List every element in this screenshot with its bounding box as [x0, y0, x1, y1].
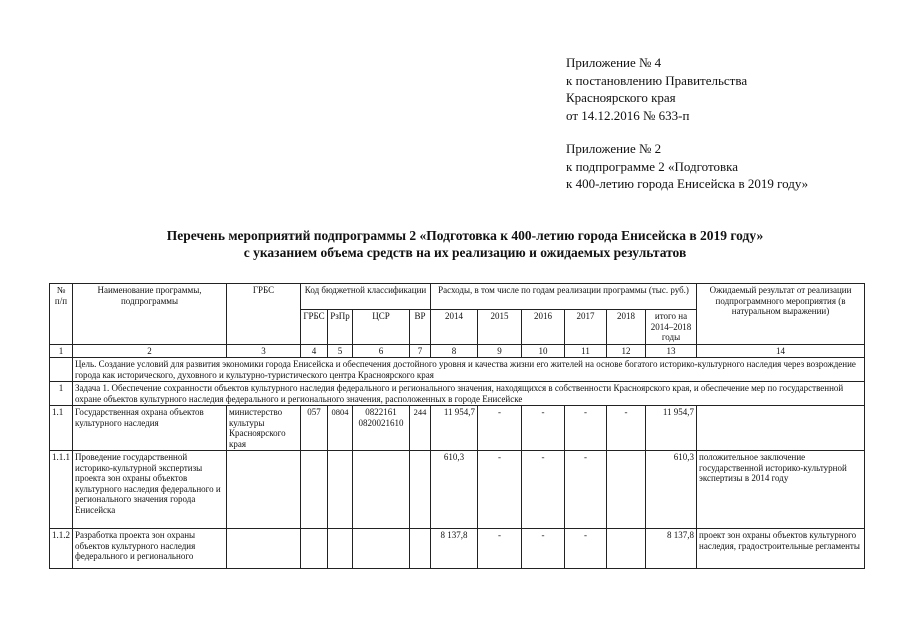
table-row: [50, 451, 865, 529]
row-2014: 11 954,7: [431, 406, 478, 451]
header-sub-grbs: ГРБС: [301, 310, 328, 345]
row-code-grbs: 057: [301, 406, 328, 451]
row-total: 11 954,7: [646, 406, 697, 451]
row-code-csr: [353, 529, 410, 569]
row-code-rzpr: [328, 451, 353, 529]
row-2015: -: [478, 406, 522, 451]
row-2017: -: [565, 529, 607, 569]
column-number: 8: [431, 344, 478, 358]
row-2016: -: [522, 406, 565, 451]
row-grbs: министерство культуры Красноярского края: [227, 406, 301, 451]
row-2017: -: [565, 406, 607, 451]
row-code-vr: [410, 451, 431, 529]
header-name: Наименование программы, подпрограммы: [73, 284, 227, 345]
row-name: Разработка проекта зон охраны объектов культурного наследия федерального и регионального: [73, 529, 227, 569]
column-number: 7: [410, 344, 431, 358]
row-2014: 8 137,8: [431, 529, 478, 569]
row-grbs: [227, 451, 301, 529]
header-year-2015: 2015: [478, 310, 522, 345]
header-sub-rzpr: РзПр: [328, 310, 353, 345]
row-2016: -: [522, 529, 565, 569]
row-code-rzpr: 0804: [328, 406, 353, 451]
row-result: [697, 406, 865, 451]
appendix-4-line: от 14.12.2016 № 633-п: [566, 107, 690, 123]
task-num: 1: [50, 382, 73, 406]
row-total: 610,3: [646, 451, 697, 529]
appendix-2-block: [566, 140, 808, 193]
appendix-2-line: к подпрограмме 2 «Подготовка: [566, 158, 739, 174]
header-grbs: ГРБС: [227, 284, 301, 345]
column-number-row: [50, 344, 865, 358]
column-number: 10: [522, 344, 565, 358]
appendix-4-line: Приложение № 4: [566, 55, 662, 70]
goal-row: [50, 358, 865, 382]
activities-table: [49, 283, 865, 569]
appendix-4-block: [566, 54, 747, 124]
row-num: 1.1.2: [50, 529, 73, 569]
row-code-grbs: [301, 451, 328, 529]
header-result: Ожидаемый результат от реализации подпрограммного мероприятия (в натуральном выражении): [697, 284, 865, 345]
row-code-csr: [353, 451, 410, 529]
table-row: [50, 529, 865, 569]
row-name: Проведение государственной историко-культурной экспертизы проекта зон охраны объектов культурного наследия федерального и регионального значения города Енисейска: [73, 451, 227, 529]
header-total: итого на 2014–2018 годы: [646, 310, 697, 345]
column-number: 13: [646, 344, 697, 358]
row-2018: [607, 529, 646, 569]
task-row: [50, 382, 865, 406]
header-sub-csr: ЦСР: [353, 310, 410, 345]
row-2014: 610,3: [431, 451, 478, 529]
goal-text: Цель. Создание условий для развития экономики города Енисейска и обеспечения достойного уровня и качества жизни его жителей на основе богатого историко-культурного наследия через возрождение города как исторического, духовного и культурно-туристического центра Красноярского края: [73, 358, 865, 382]
row-result: положительное заключение государственной историко-культурной экспертизы в 2014 году: [697, 451, 865, 529]
column-number: 4: [301, 344, 328, 358]
row-total: 8 137,8: [646, 529, 697, 569]
row-code-vr: 244: [410, 406, 431, 451]
row-num: 1.1.1: [50, 451, 73, 529]
header-expenses: Расходы, в том числе по годам реализации программы (тыс. руб.): [431, 284, 697, 310]
row-num: 1.1: [50, 406, 73, 451]
row-2018: -: [607, 406, 646, 451]
column-number: 14: [697, 344, 865, 358]
row-2016: -: [522, 451, 565, 529]
appendix-4-line: к постановлению Правительства: [566, 72, 748, 88]
appendix-4-line: Красноярского края: [566, 90, 676, 105]
column-number: 1: [50, 344, 73, 358]
appendix-2-line: Приложение № 2: [566, 141, 662, 156]
row-2015: -: [478, 529, 522, 569]
column-number: 6: [353, 344, 410, 358]
row-code-csr: 0822161 0820021610: [353, 406, 410, 451]
header-sub-vr: ВР: [410, 310, 431, 345]
table-row: [50, 406, 865, 451]
header-year-2014: 2014: [431, 310, 478, 345]
column-number: 12: [607, 344, 646, 358]
row-result: проект зон охраны объектов культурного наследия, градостроительные регламенты: [697, 529, 865, 569]
column-number: 11: [565, 344, 607, 358]
header-year-2018: 2018: [607, 310, 646, 345]
row-code-vr: [410, 529, 431, 569]
appendix-2-line: к 400-летию города Енисейска в 2019 году»: [566, 176, 809, 191]
header-year-2016: 2016: [522, 310, 565, 345]
row-grbs: [227, 529, 301, 569]
header-num: № п/п: [50, 284, 73, 345]
header-budget-code: Код бюджетной классификации: [301, 284, 431, 310]
header-year-2017: 2017: [565, 310, 607, 345]
column-number: 9: [478, 344, 522, 358]
document-subtitle: с указанием объема средств на их реализацию и ожидаемых результатов: [243, 245, 687, 260]
column-number: 2: [73, 344, 227, 358]
row-2017: -: [565, 451, 607, 529]
column-number: 5: [328, 344, 353, 358]
task-text: Задача 1. Обеспечение сохранности объектов культурного наследия федерального и регионального значения, находящихся в собственности Красноярского края, и обеспечение мер по государственной охране объектов культурного наследия федерального и регионального значения, расположенных в городе Енисейске: [73, 382, 865, 406]
document-title: Перечень мероприятий подпрограммы 2 «Подготовка к 400-летию города Енисейска в 2019 году»: [166, 228, 764, 243]
row-code-rzpr: [328, 529, 353, 569]
row-2018: [607, 451, 646, 529]
header-row: [50, 284, 865, 310]
row-2015: -: [478, 451, 522, 529]
row-code-grbs: [301, 529, 328, 569]
row-name: Государственная охрана объектов культурного наследия: [73, 406, 227, 451]
column-number: 3: [227, 344, 301, 358]
